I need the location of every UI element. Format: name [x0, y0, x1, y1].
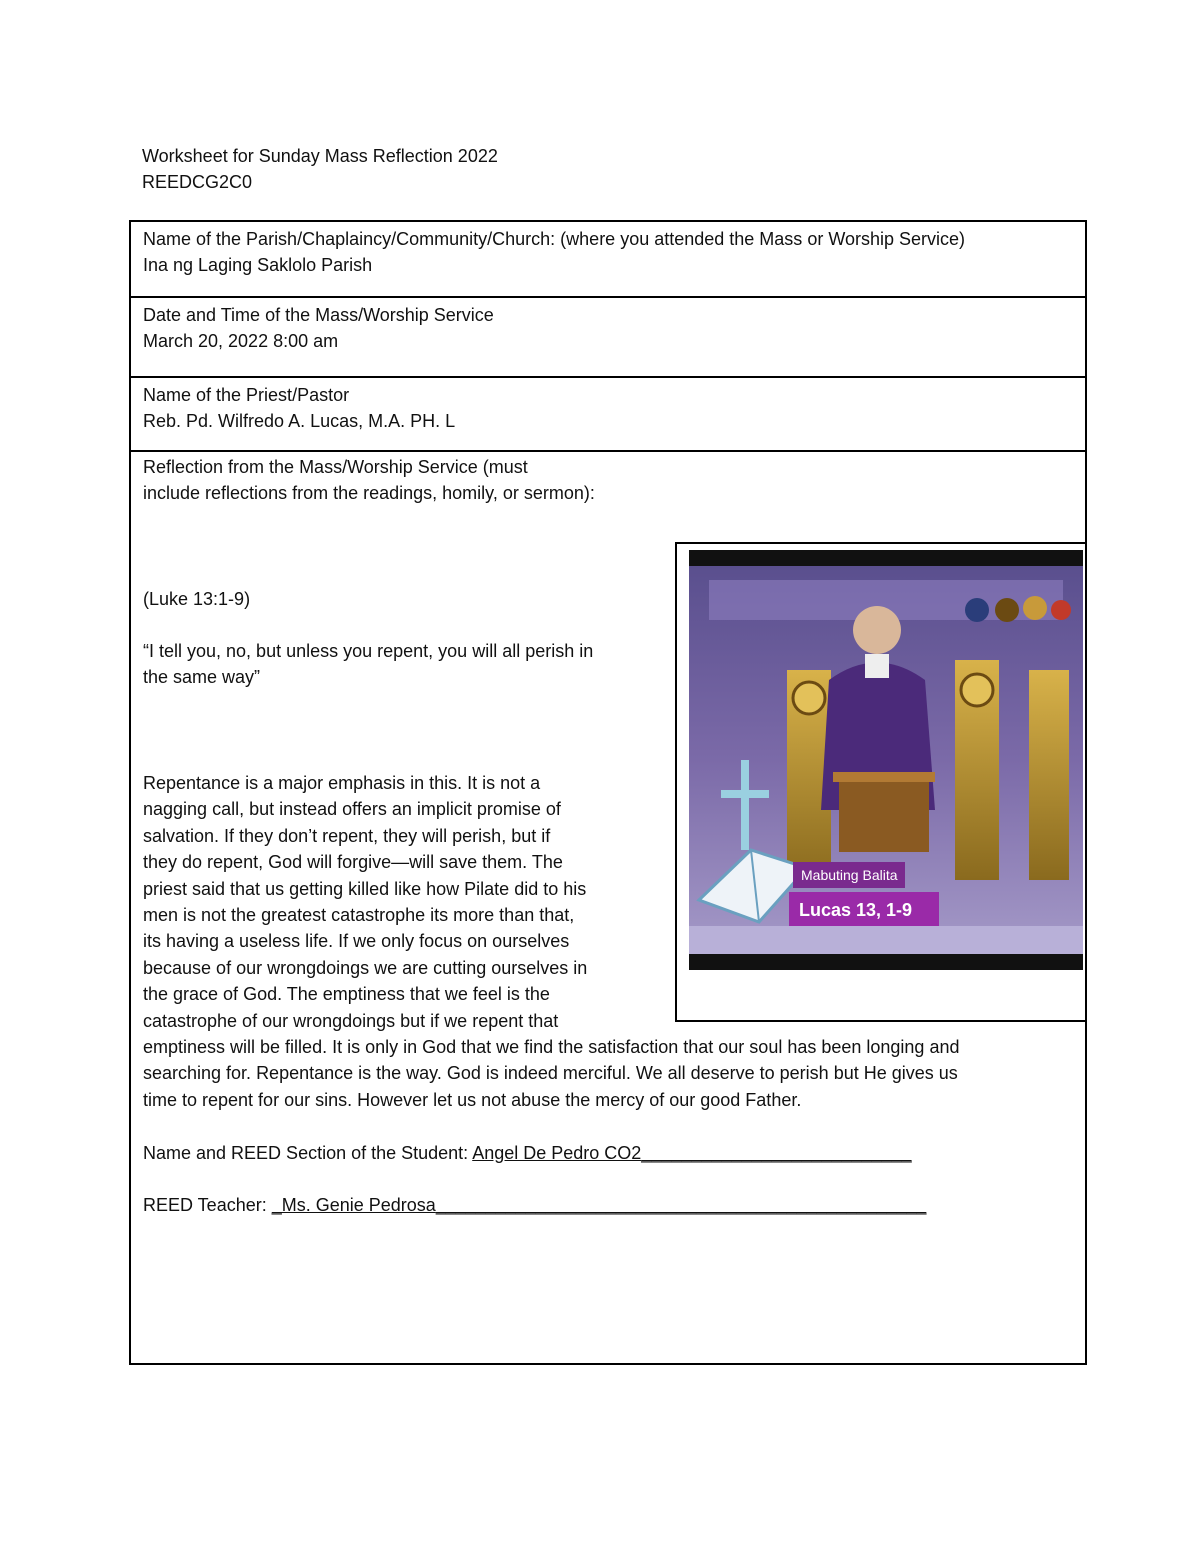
banner-bottom-text: Lucas 13, 1-9	[799, 900, 913, 920]
scripture-reference: (Luke 13:1-9)	[143, 589, 251, 609]
body-line: they do repent, God will forgive—will save them. The	[143, 852, 563, 873]
body-line: nagging call, but instead offers an implicit promise of	[143, 799, 561, 820]
student-line	[143, 1140, 912, 1166]
worksheet-title: Worksheet for Sunday Mass Reflection 2022	[142, 146, 498, 166]
datetime-row	[131, 298, 1085, 378]
body-line: emptiness will be filled. It is only in God that we find the satisfaction that our soul has been longing and	[143, 1037, 960, 1057]
scripture-quote	[143, 638, 663, 691]
reflection-body	[143, 770, 663, 1034]
reflection-label-line: Reflection from the Mass/Worship Service (must	[143, 457, 528, 477]
parish-row	[131, 222, 1085, 298]
logo-icon	[965, 598, 989, 622]
teacher-label: REED Teacher:	[143, 1195, 272, 1215]
datetime-value: March 20, 2022 8:00 am	[143, 331, 339, 351]
body-line: salvation. If they don’t repent, they will perish, but if	[143, 825, 551, 846]
priest-value: Reb. Pd. Wilfredo A. Lucas, M.A. PH. L	[143, 411, 456, 431]
cross-icon	[741, 760, 749, 850]
teacher-line	[143, 1192, 926, 1218]
datetime-label: Date and Time of the Mass/Worship Service	[143, 305, 494, 325]
reflection-label	[143, 454, 595, 507]
priest-figure	[853, 606, 901, 654]
course-code: REEDCG2C0	[142, 172, 253, 192]
priest-label: Name of the Priest/Pastor	[143, 385, 350, 405]
parish-label: Name of the Parish/Chaplaincy/Community/Church: (where you attended the Mass or Worship Service)	[143, 229, 966, 249]
reflection-body-continued	[143, 1034, 1073, 1113]
body-line: time to repent for our sins. However let us not abuse the mercy of our good Father.	[143, 1089, 802, 1110]
body-line: men is not the greatest catastrophe its more than that,	[143, 905, 575, 926]
lectern	[839, 778, 929, 852]
mass-screenshot-frame	[675, 542, 1087, 1022]
body-line: Repentance is a major emphasis in this. It is not a	[143, 773, 541, 793]
teacher-blank: _________________________________________________	[435, 1195, 927, 1215]
priest-row	[131, 378, 1085, 452]
body-line: catastrophe of our wrongdoings but if we repent that	[143, 1010, 559, 1031]
student-blank: ___________________________	[641, 1143, 912, 1163]
mass-screenshot	[689, 550, 1083, 970]
reflection-form	[129, 220, 1087, 1365]
body-line: priest said that us getting killed like how Pilate did to his	[143, 878, 587, 899]
student-value: Angel De Pedro CO2	[472, 1143, 642, 1163]
student-label: Name and REED Section of the Student:	[143, 1143, 473, 1163]
banner-top-text: Mabuting Balita	[801, 867, 898, 883]
body-line: because of our wrongdoings we are cutting ourselves in	[143, 957, 588, 978]
body-line: searching for. Repentance is the way. God is indeed merciful. We all deserve to perish but He gives us	[143, 1063, 958, 1084]
quote-line: the same way”	[143, 667, 261, 688]
parish-value: Ina ng Laging Saklolo Parish	[143, 255, 373, 275]
body-line: the grace of God. The emptiness that we feel is the	[143, 984, 550, 1005]
reflection-label-line: include reflections from the readings, homily, or sermon):	[143, 483, 595, 504]
teacher-value: _Ms. Genie Pedrosa	[271, 1195, 436, 1215]
quote-line: “I tell you, no, but unless you repent, you will all perish in	[143, 641, 594, 661]
body-line: its having a useless life. If we only focus on ourselves	[143, 931, 570, 952]
